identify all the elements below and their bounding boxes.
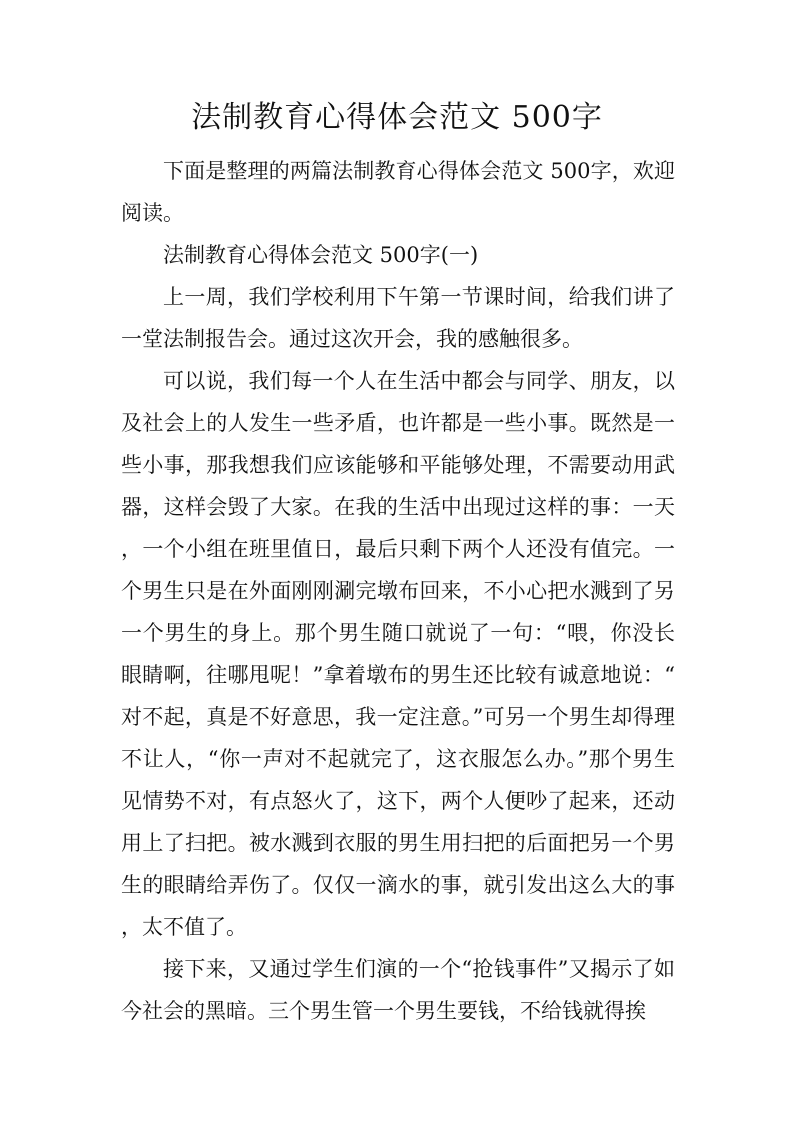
document-body (121, 150, 675, 1032)
section-heading: 法制教育心得体会范文 500字(一) (163, 243, 479, 267)
body-paragraph: 可以说，我们每一个人在生活中都会与同学、朋友，以及社会上的人发生一些矛盾，也许都是一些小事。既然是一些小事，那我想我们应该能够和平能够处理，不需要动用武器，这样会毁了大家。在我的生活中出现过这样的事：一天，一个小组在班里值日，最后只剩下两个人还没有值完。一个男生只是在外面刚刚涮完墩布回来，不小心把水溅到了另一个男生的身上。那个男生随口就说了一句：“喂，你没长眼睛啊，往哪甩呢！”拿着墩布的男生还比较有诚意地说：“对不起，真是不好意思，我一定注意。”可另一个男生却得理不让人，“你一声对不起就完了，这衣服怎么办。”那个男生见情势不对，有点怒火了，这下，两个人便吵了起来，还动用上了扫把。被水溅到衣服的男生用扫把的后面把另一个男生的眼睛给弄伤了。仅仅一滴水的事，就引发出这么大的事，太不值了。 (121, 369, 675, 939)
intro-paragraph: 下面是整理的两篇法制教育心得体会范文 500字，欢迎阅读。 (121, 159, 675, 225)
document-title: 法制教育心得体会范文 500字 (191, 100, 603, 135)
body-paragraph: 接下来，又通过学生们演的一个“抢钱事件”又揭示了如今社会的黑暗。三个男生管一个男生要钱，不给钱就得挨 (121, 957, 675, 1023)
body-paragraph: 上一周，我们学校利用下午第一节课时间，给我们讲了一堂法制报告会。通过这次开会，我的感触很多。 (121, 285, 675, 351)
